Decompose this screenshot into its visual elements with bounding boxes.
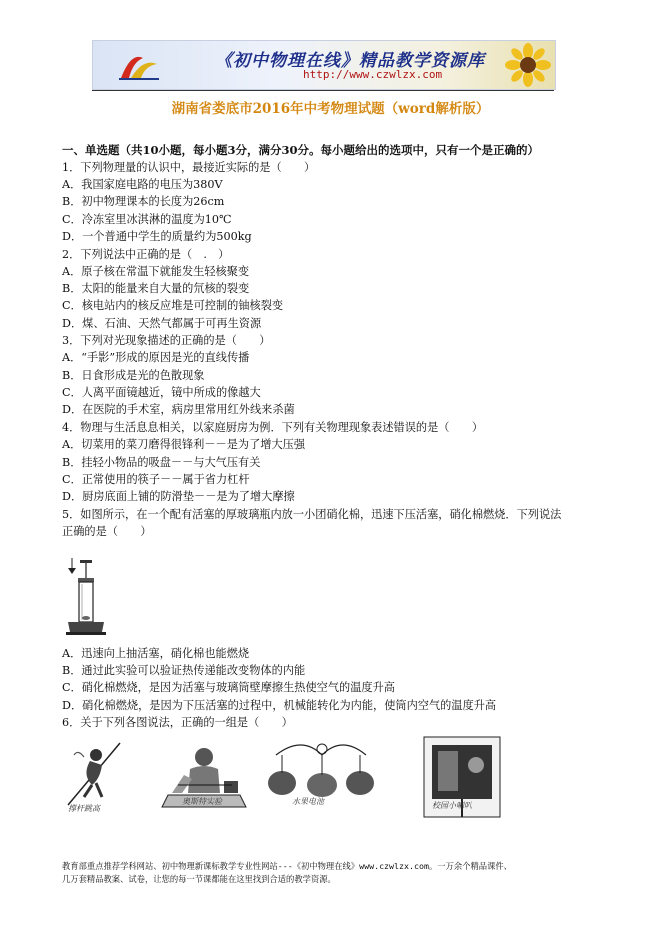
header-banner [92,40,556,90]
option-line: B．通过此实验可以验证热传递能改变物体的内能 [62,664,306,677]
sunflower-icon [505,43,551,87]
option-line: B．挂轻小物品的吸盘－－与大气压有关 [62,456,261,469]
option-line: B．太阳的能量来自大量的氘核的裂变 [62,282,250,295]
document-title: 湖南省娄底市2016年中考物理试题（word解析版） [171,101,490,117]
footer-line: 几万套精品教案、试卷，让您的每一节课都能在这里找到合适的教学资源。 [62,874,336,884]
option-line: A．我国家庭电路的电压为380V [62,178,223,191]
option-line: A．原子核在常温下就能发生轻核聚变 [62,265,250,278]
footer-line: 教育部重点推荐学科网站、初中物理新课标教学专业性网站---《初中物理在线》www.czwlzx.com。一万余个精品课件、 [62,861,512,871]
option-line: A．切菜用的菜刀磨得很锋利－－是为了增大压强 [62,438,306,451]
option-line: D．一个普通中学生的质量约为500kg [62,230,252,243]
option-line: D．厨房底面上铺的防滑垫－－是为了增大摩擦 [62,490,295,503]
option-line: C．冷冻室里冰淇淋的温度为10℃ [62,213,232,226]
fruit-battery-figure [262,735,380,820]
question-line: 3．下列对光现象描述的正确的是（ ） [62,334,271,347]
site-logo-icon [117,48,161,82]
option-line: C．硝化棉燃烧，是因为活塞与玻璃筒壁摩擦生热使空气的温度升高 [62,681,395,694]
option-line: D．煤、石油、天然气都属于可再生资源 [62,317,262,330]
question-line: 6．关于下列各图说法，正确的一组是（ ） [62,716,293,729]
option-line: B．初中物理课本的长度为26cm [62,195,225,208]
question-line: 4．物理与生活息息相关，以家庭厨房为例．下列有关物理现象表述错误的是（ ） [62,421,484,434]
option-line: A．“手影”形成的原因是光的直线传播 [62,351,250,364]
option-line: B．日食形成是光的色散现象 [62,369,205,382]
option-line: A．迅速向上抽活塞，硝化棉也能燃烧 [62,647,250,660]
figure-caption-oersted: 奥斯特实验 [182,797,222,806]
option-line: C．核电站内的核反应堆是可控制的铀核裂变 [62,299,284,312]
question-line-continued: 正确的是（ ） [62,525,152,538]
figure-caption-pole-vault: 撑杆跳高 [68,804,100,813]
page-footer [62,860,512,886]
oersted-experiment-figure [158,735,250,820]
question-line: 2．下列说法中正确的是（ . ） [62,248,230,261]
option-line: D．硝化棉燃烧，是因为下压活塞的过程中，机械能转化为内能，使筒内空气的温度升高 [62,699,497,712]
section-heading: 一、单选题（共10小题，每小题3分，满分30分。每小题给出的选项中，只有一个是正确的） [62,143,540,157]
question-line: 1．下列物理量的认识中，最接近实际的是（ ） [62,161,316,174]
option-line: C．正常使用的筷子－－属于省力杠杆 [62,473,250,486]
banner-url[interactable]: http://www.czwlzx.com [303,68,443,81]
figure-caption-loudspeaker: 校园小喇叭 [432,801,472,810]
option-line: D．在医院的手术室，病房里常用红外线来杀菌 [62,403,295,416]
option-line: C．人离平面镜越近，镜中所成的像越大 [62,386,261,399]
figure-caption-fruit-battery: 水果电池 [292,797,324,806]
piston-apparatus-figure [62,556,108,638]
question-line: 5．如图所示，在一个配有活塞的厚玻璃瓶内放一小团硝化棉，迅速下压活塞，硝化棉燃烧．下列说法 [62,508,562,521]
banner-title: 《初中物理在线》精品教学资源库 [215,51,485,71]
header-rule [92,90,554,91]
